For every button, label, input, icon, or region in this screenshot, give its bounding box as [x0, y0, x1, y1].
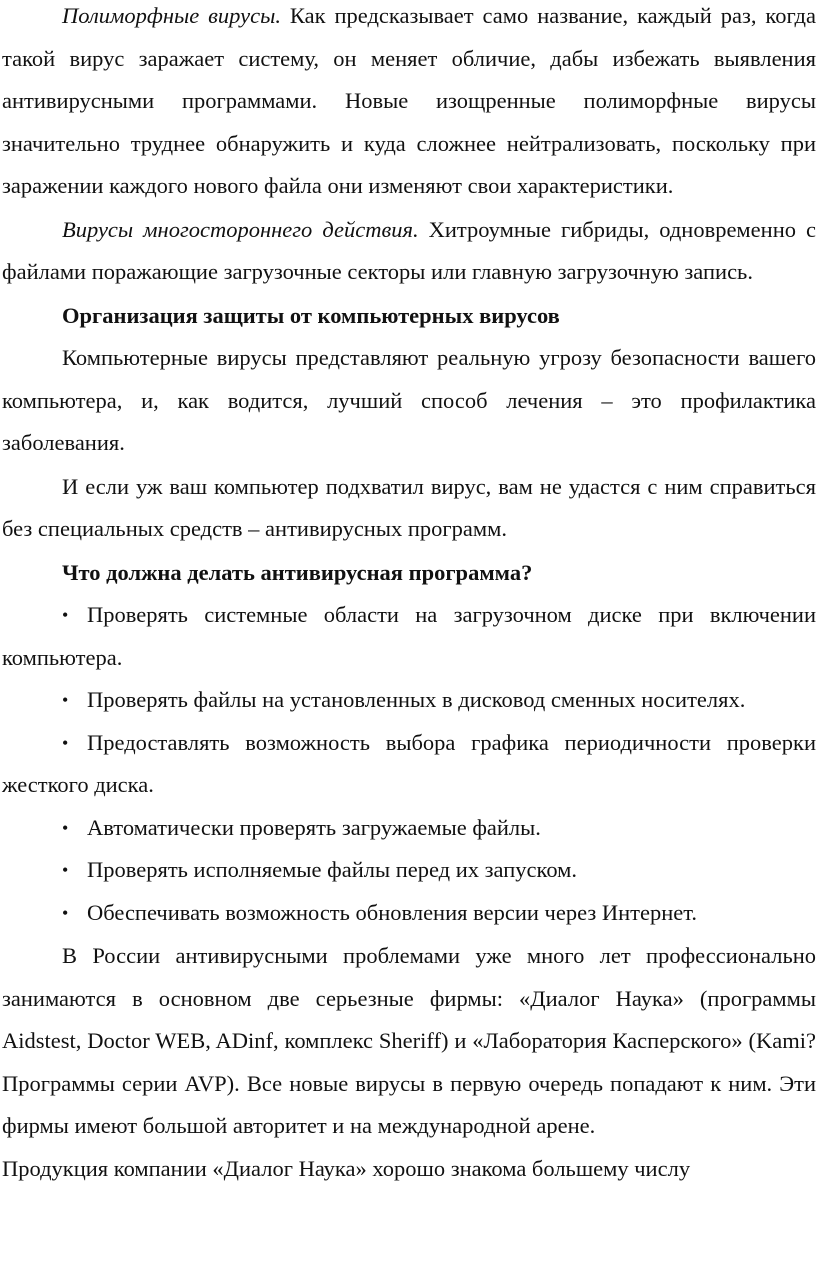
heading-antivirus-functions: Что должна делать антивирусная программа? — [62, 559, 533, 585]
bullet-icon: • — [62, 690, 69, 710]
bullet-icon: • — [62, 902, 69, 923]
paragraph-polymorphic-viruses — [2, 0, 816, 208]
heading-virus-protection: Организация защиты от компьютерных вирусов — [62, 302, 560, 328]
list-item — [2, 722, 816, 807]
bullet-icon: • — [62, 817, 69, 838]
bullet-icon: • — [62, 732, 69, 753]
paragraph-multipartite-viruses — [2, 209, 816, 294]
list-item-text: Проверять файлы на установленных в дисковод сменных носителях. — [87, 687, 746, 712]
list-item-text: Автоматически проверять загружаемые файлы. — [87, 814, 541, 840]
bullet-icon: • — [62, 860, 69, 880]
list-item — [2, 892, 816, 935]
list-item — [2, 594, 816, 679]
list-item — [2, 849, 816, 892]
paragraph-dialog-nauka: Продукция компании «Диалог Наука» хорошо знакома большему числу — [2, 1155, 691, 1181]
term-multipartite-viruses: Вирусы многостороннего действия. — [62, 216, 419, 242]
paragraph-russian-antivirus-firms: В России антивирусными проблемами уже много лет профессионально занимаются в основном две серьезные фирмы: «Диалог Наука» (программы Aidstest, Doctor WEB, ADinf, комплекс Sheriff) и «Лаборатория Касперского» (Kami? Программы серии AVP). Все новые вирусы в первую очередь попадают к ним. Эти фирмы имеют большой авторитет и на международной арене. — [2, 943, 816, 1138]
antivirus-functions-list — [2, 594, 816, 934]
list-item-text: Обеспечивать возможность обновления версии через Интернет. — [87, 899, 698, 925]
paragraph-antivirus-needed: И если уж ваш компьютер подхватил вирус, вам не удастся с ним справиться без специальных средств – антивирусных программ. — [2, 473, 816, 541]
list-item — [2, 807, 816, 850]
list-item-text: Проверять системные области на загрузочном диске при включении компьютера. — [2, 602, 816, 670]
paragraph-text: Хитроумные гибриды, одновременно с файлами поражающие загрузочные секторы или главную загрузочную запись. — [2, 216, 816, 284]
bullet-icon: • — [62, 605, 69, 625]
list-item-text: Предоставлять возможность выбора графика периодичности проверки жесткого диска. — [2, 729, 816, 797]
paragraph-virus-threat: Компьютерные вирусы представляют реальную угрозу безопасности вашего компьютера, и, как водится, лучший способ лечения – это профилактика заболевания. — [2, 345, 816, 455]
term-polymorphic-viruses: Полиморфные вирусы. — [62, 3, 281, 28]
list-item-text: Проверять исполняемые файлы перед их запуском. — [87, 857, 578, 882]
list-item — [2, 679, 816, 722]
paragraph-text: Как предсказывает само название, каждый раз, когда такой вирус заражает систему, он меняет обличие, дабы избежать выявления антивирусными программами. Новые изощренные полиморфные вирусы значительно труднее обнаружить и куда сложнее нейтрализовать, поскольку при заражении каждого нового файла они изменяют свои характеристики. — [2, 3, 816, 198]
